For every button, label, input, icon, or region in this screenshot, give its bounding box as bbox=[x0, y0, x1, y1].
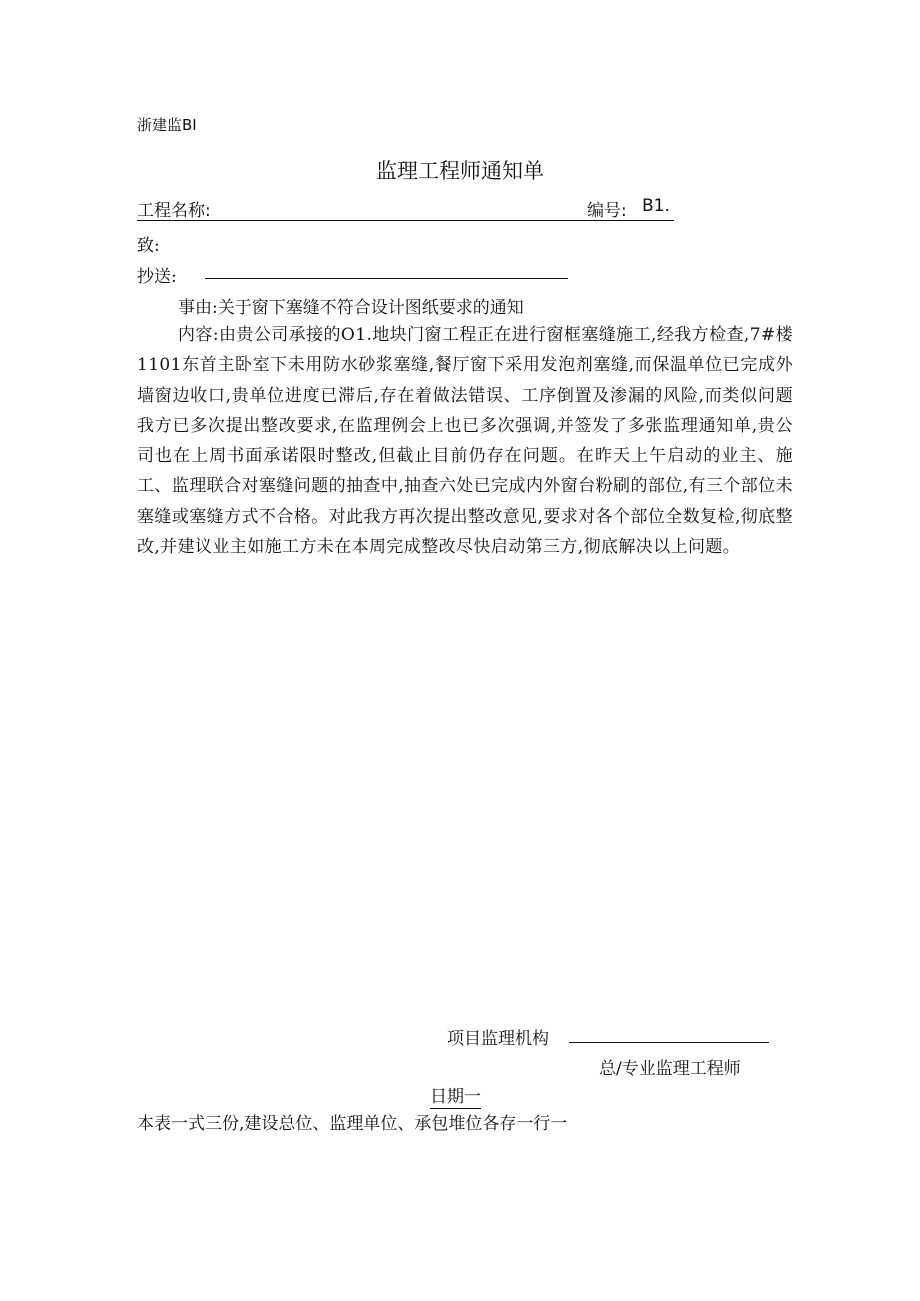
to-label: 致: bbox=[137, 236, 160, 256]
number-value: B1. bbox=[642, 196, 670, 216]
supervision-org-label: 项目监理机构 bbox=[447, 1029, 549, 1049]
supervision-org-underline bbox=[569, 1042, 769, 1043]
subject-line: 事由:关于窗下塞缝不符合设计图纸要求的通知 bbox=[178, 298, 524, 318]
document-title: 监理工程师通知单 bbox=[376, 159, 544, 183]
notice-content: 内容:由贵公司承接的O1.地块门窗工程正在进行窗框塞缝施工,经我方检查,7#楼1101东首主卧室下未用防水砂浆塞缝,餐厅窗下采用发泡剂塞缝,而保温单位已完成外墙窗边收口,贵单位进度已滞后,存在着做法错误、工序倒置及渗漏的风险,而类似问题我方已多次提出整改要求,在监理例会上也已多次强调,并签发了多张监理通知单,贵公司也在上周书面承诺限时整改,但截止目前仍存在问题。在昨天上午启动的业主、施工、监理联合对塞缝问题的抽查中,抽查六处已完成内外窗台粉刷的部位,有三个部位未塞缝或塞缝方式不合格。对此我方再次提出整改意见,要求对各个部位全数复检,彻底整改,并建议业主如施工方未在本周完成整改尽快启动第三方,彻底解决以上问题。 bbox=[137, 325, 793, 558]
cc-underline bbox=[205, 278, 568, 279]
engineer-label: 总/专业监理工程师 bbox=[599, 1059, 741, 1079]
footer-note: 本表一式三份,建设总位、监理单位、承包堆位各存一行一 bbox=[137, 1114, 568, 1134]
project-name-label: 工程名称: bbox=[137, 201, 211, 221]
project-row bbox=[137, 196, 674, 221]
form-code: 浙建监BI bbox=[137, 116, 197, 134]
number-label: 编号: bbox=[587, 201, 627, 221]
date-label: 日期一 bbox=[430, 1082, 481, 1109]
cc-label: 抄送: bbox=[137, 267, 177, 287]
